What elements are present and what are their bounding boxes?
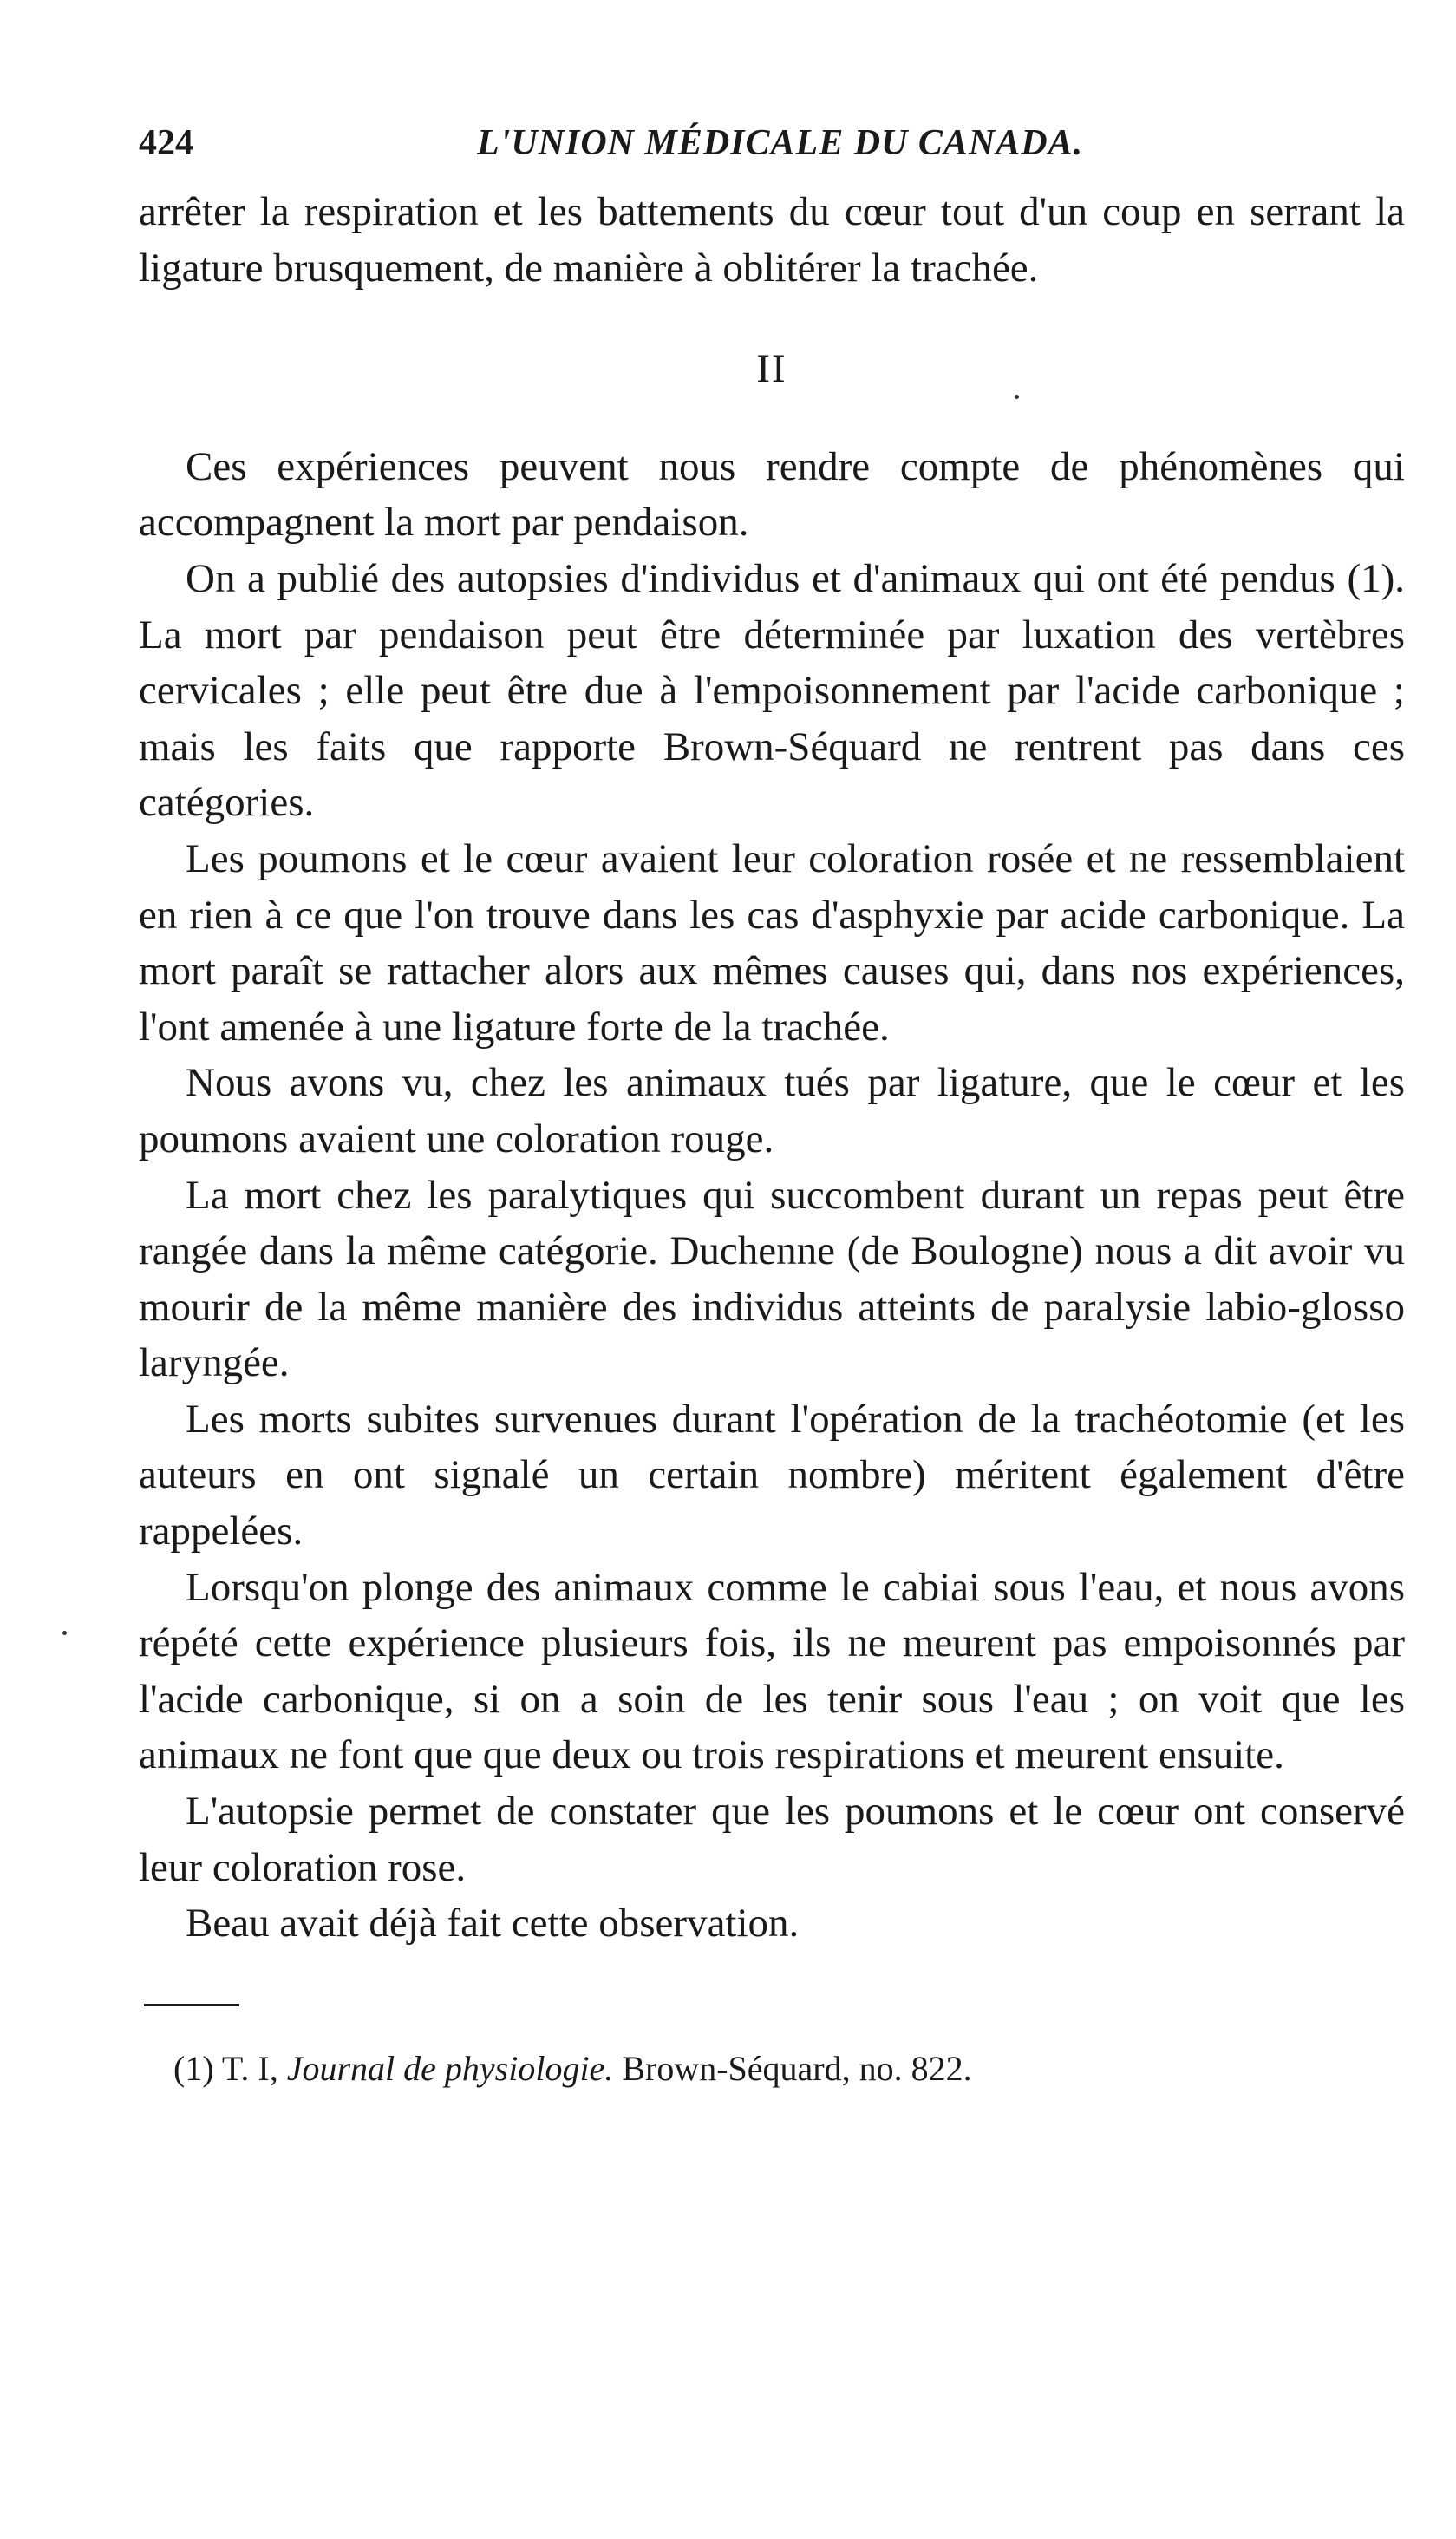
footnote <box>173 2045 1405 2093</box>
paragraph: Lorsqu'on plonge des animaux comme le cabiai sous l'eau, et nous avons répété cette expérience plusieurs fois, ils ne meurent pas empoisonnés par l'acide carbonique, si on a soin de les tenir sous l'eau ; on voit que les animaux ne font que que deux ou trois respirations et meurent ensuite. <box>139 1564 1405 1778</box>
journal-title: L'UNION MÉDICALE DU CANADA. <box>477 123 1084 163</box>
page-number: 424 <box>139 123 193 163</box>
paragraph: Les poumons et le cœur avaient leur coloration rosée et ne ressemblaient en rien à ce que l'on trouve dans les cas d'asphyxie par acide carbonique. La mort paraît se rattacher alors aux mêmes causes qui, dans nos expériences, l'ont amenée à une ligature forte de la trachée. <box>139 835 1405 1050</box>
running-head <box>139 113 1405 173</box>
paragraph: Beau avait déjà fait cette observation. <box>186 1901 800 1947</box>
paragraph: Les morts subites survenues durant l'opération de la trachéotomie (et les auteurs en ont signalé un certain nombre) méritent également d'être rappelées. <box>139 1396 1405 1554</box>
paragraph: On a publié des autopsies d'individus et d'animaux qui ont été pendus (1). La mort par pendaison peut être déterminée par luxation des vertèbres cervicales ; elle peut être due à l'empoisonnement par l'acide carbonique ; mais les faits que rapporte Brown-Séquard ne rentrent pas dans ces catégories. <box>139 555 1405 826</box>
paragraph: L'autopsie permet de constater que les poumons et le cœur ont conservé leur coloration rose. <box>139 1789 1405 1890</box>
section-heading: II <box>756 346 787 392</box>
body-text <box>139 184 1405 1952</box>
print-speck <box>62 1631 67 1635</box>
paragraph: Nous avons vu, chez les animaux tués par ligature, que le cœur et les poumons avaient une coloration rouge. <box>139 1060 1405 1162</box>
footnote-rule <box>144 2004 239 2006</box>
paragraph: La mort chez les paralytiques qui succombent durant un repas peut être rangée dans la même catégorie. Duchenne (de Boulogne) nous a dit avoir vu mourir de la même manière des individus atteints de paralysie labio-glosso laryngée. <box>139 1172 1405 1386</box>
footnote-marker: (1) T. I, <box>173 2048 278 2088</box>
paragraph: Ces expériences peuvent nous rendre compte de phénomènes qui accompagnent la mort par pendaison. <box>139 443 1405 546</box>
print-speck <box>1015 395 1019 399</box>
footnote-source: Journal de physiologie. <box>286 2048 614 2088</box>
document-page <box>139 113 1405 2093</box>
continuation-paragraph: arrêter la respiration et les battements du cœur tout d'un coup en serrant la ligature brusquement, de manière à oblitérer la trachée. <box>139 189 1405 291</box>
footnote-reference: Brown-Séquard, no. 822. <box>622 2048 972 2088</box>
